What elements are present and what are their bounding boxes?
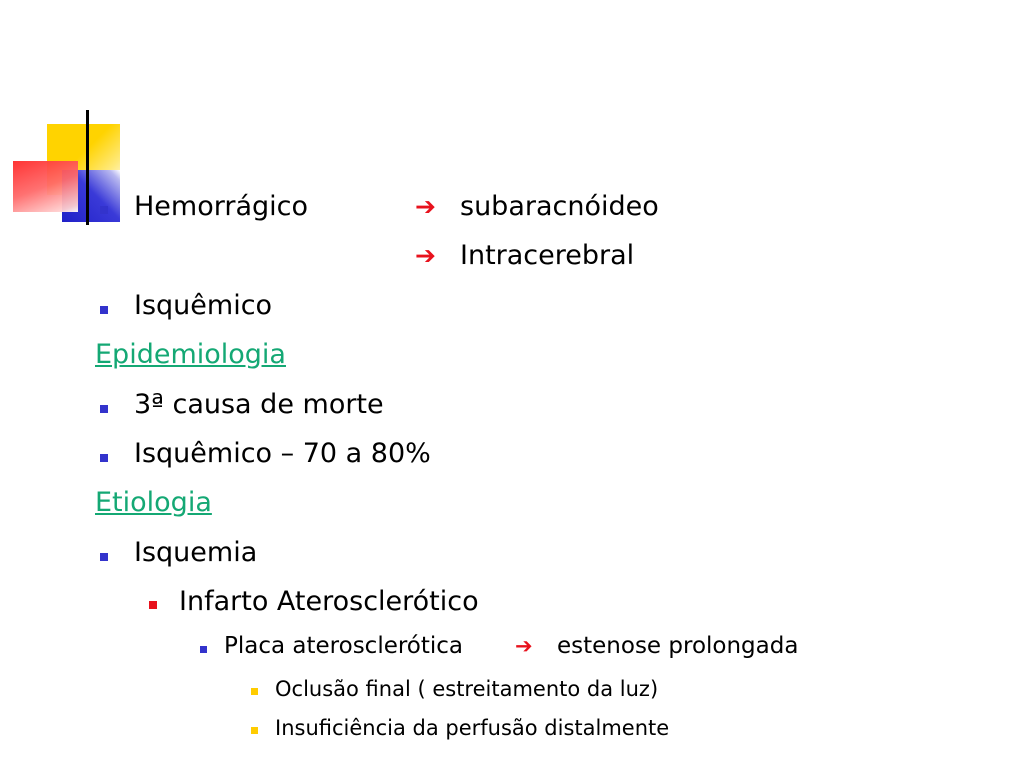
list-item-subaracnoideo: subaracnóideo [460, 191, 659, 222]
right-arrow-icon: ➔ [415, 241, 436, 270]
right-arrow-icon: ➔ [515, 634, 533, 658]
square-bullet-icon [100, 206, 108, 214]
square-bullet-icon [100, 454, 108, 462]
square-bullet-icon [200, 646, 207, 653]
square-bullet-icon [251, 688, 258, 695]
decorative-vertical-line [86, 110, 89, 225]
square-bullet-icon [149, 601, 157, 609]
list-item-isquemia: Isquemia [134, 537, 258, 568]
heading-link-etiologia[interactable]: Etiologia [95, 487, 212, 518]
list-item-insuficiencia: Insuficiência da perfusão distalmente [275, 716, 670, 740]
list-item-oclusao: Oclusão final ( estreitamento da luz) [275, 677, 659, 701]
square-bullet-icon [100, 553, 108, 561]
list-item-isquemico-percent: Isquêmico – 70 a 80% [134, 438, 431, 469]
decorative-red-square [13, 161, 78, 212]
heading-link-epidemiologia[interactable]: Epidemiologia [95, 339, 286, 370]
list-item-intracerebral: Intracerebral [460, 240, 635, 271]
list-item-hemorragico: Hemorrágico [134, 191, 309, 222]
list-item-causa-morte: 3ª causa de morte [134, 389, 384, 420]
list-item-infarto: Infarto Aterosclerótico [179, 586, 479, 617]
list-item-placa: Placa aterosclerótica [224, 633, 464, 659]
list-item-isquemico: Isquêmico [134, 290, 273, 321]
square-bullet-icon [100, 306, 108, 314]
square-bullet-icon [100, 405, 108, 413]
list-item-estenose: estenose prolongada [557, 633, 799, 659]
right-arrow-icon: ➔ [415, 192, 436, 221]
square-bullet-icon [251, 727, 258, 734]
